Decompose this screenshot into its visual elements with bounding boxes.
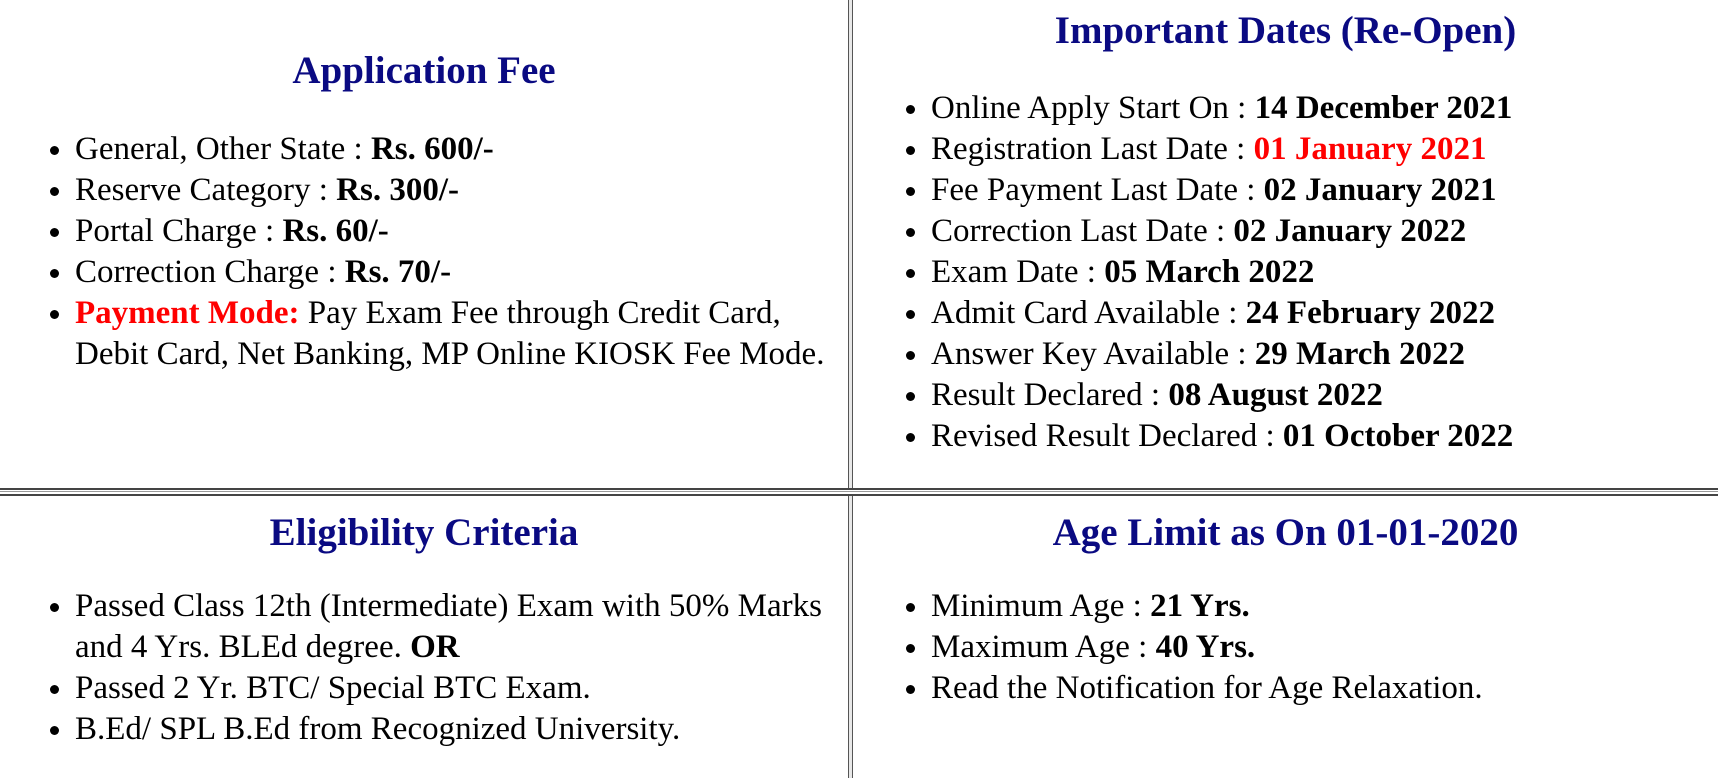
- list-item: [931, 586, 1718, 627]
- fee-value: Rs. 600/-: [370, 131, 494, 167]
- list-item: [75, 668, 848, 709]
- list-item: [931, 627, 1718, 668]
- list-item: [931, 293, 1718, 334]
- age-value: 40 Yrs.: [1155, 629, 1256, 665]
- list-item: [75, 709, 848, 750]
- date-value: 01 January 2021: [1253, 131, 1487, 167]
- date-label: Revised Result Declared :: [931, 418, 1283, 454]
- list-item: [931, 375, 1718, 416]
- fee-label: Reserve Category :: [75, 172, 337, 208]
- date-label: Exam Date :: [931, 254, 1105, 290]
- fee-label: General, Other State :: [75, 131, 371, 167]
- column-divider: [848, 0, 853, 778]
- age-limit-cell: [853, 496, 1718, 778]
- important-dates-list: [853, 88, 1718, 457]
- important-dates-title: Important Dates (Re-Open): [1054, 9, 1517, 52]
- payment-mode-label: Payment Mode:: [75, 295, 300, 331]
- age-value: 21 Yrs.: [1150, 588, 1250, 624]
- list-item: [931, 211, 1718, 252]
- list-item: [931, 416, 1718, 457]
- date-value: 02 January 2022: [1233, 213, 1467, 249]
- important-dates-cell: [853, 0, 1718, 488]
- date-label: Registration Last Date :: [931, 131, 1254, 167]
- date-label: Fee Payment Last Date :: [931, 172, 1264, 208]
- eligibility-text: Passed 2 Yr. BTC/ Special BTC Exam.: [75, 670, 591, 706]
- payment-mode-text: Pay Exam Fee through Credit Card, Debit Card, Net Banking, MP Online KIOSK Fee Mode.: [75, 295, 825, 372]
- list-item: [75, 170, 848, 211]
- age-label: Maximum Age :: [931, 629, 1156, 665]
- age-label: Minimum Age :: [931, 588, 1151, 624]
- fee-value: Rs. 70/-: [344, 254, 452, 290]
- date-label: Online Apply Start On :: [931, 90, 1255, 126]
- age-label: Read the Notification for Age Relaxation.: [931, 670, 1483, 706]
- list-item: [931, 334, 1718, 375]
- payment-mode-item: [75, 293, 848, 375]
- date-value: 29 March 2022: [1254, 336, 1465, 372]
- fee-value: Rs. 60/-: [282, 213, 389, 249]
- fee-value: Rs. 300/-: [336, 172, 460, 208]
- date-value: 14 December 2021: [1254, 90, 1513, 126]
- age-limit-title: Age Limit as On 01-01-2020: [1052, 511, 1519, 554]
- application-fee-title: Application Fee: [292, 49, 556, 92]
- list-item: [931, 170, 1718, 211]
- list-item: [75, 211, 848, 252]
- date-value: 08 August 2022: [1168, 377, 1383, 413]
- eligibility-bold: OR: [410, 629, 460, 665]
- date-label: Admit Card Available :: [931, 295, 1246, 331]
- eligibility-title: Eligibility Criteria: [269, 511, 579, 554]
- list-item: [931, 129, 1718, 170]
- list-item: [931, 252, 1718, 293]
- list-item: [931, 668, 1718, 709]
- fee-label: Portal Charge :: [75, 213, 283, 249]
- date-label: Answer Key Available :: [931, 336, 1255, 372]
- list-item: [75, 586, 848, 668]
- fee-label: Correction Charge :: [75, 254, 345, 290]
- date-value: 24 February 2022: [1245, 295, 1495, 331]
- application-fee-list: [0, 129, 848, 375]
- row-divider: [0, 488, 1718, 496]
- date-value: 01 October 2022: [1282, 418, 1514, 454]
- age-limit-list: [853, 586, 1718, 709]
- list-item: [75, 252, 848, 293]
- eligibility-text: Passed Class 12th (Intermediate) Exam with 50% Marks and 4 Yrs. BLEd degree.: [75, 588, 822, 665]
- eligibility-text: B.Ed/ SPL B.Ed from Recognized University.: [75, 711, 681, 747]
- date-label: Result Declared :: [931, 377, 1169, 413]
- date-label: Correction Last Date :: [931, 213, 1234, 249]
- list-item: [931, 88, 1718, 129]
- eligibility-list: [0, 586, 848, 750]
- date-value: 05 March 2022: [1104, 254, 1315, 290]
- eligibility-cell: [0, 496, 848, 778]
- date-value: 02 January 2021: [1263, 172, 1497, 208]
- list-item: [75, 129, 848, 170]
- application-fee-cell: [0, 0, 848, 488]
